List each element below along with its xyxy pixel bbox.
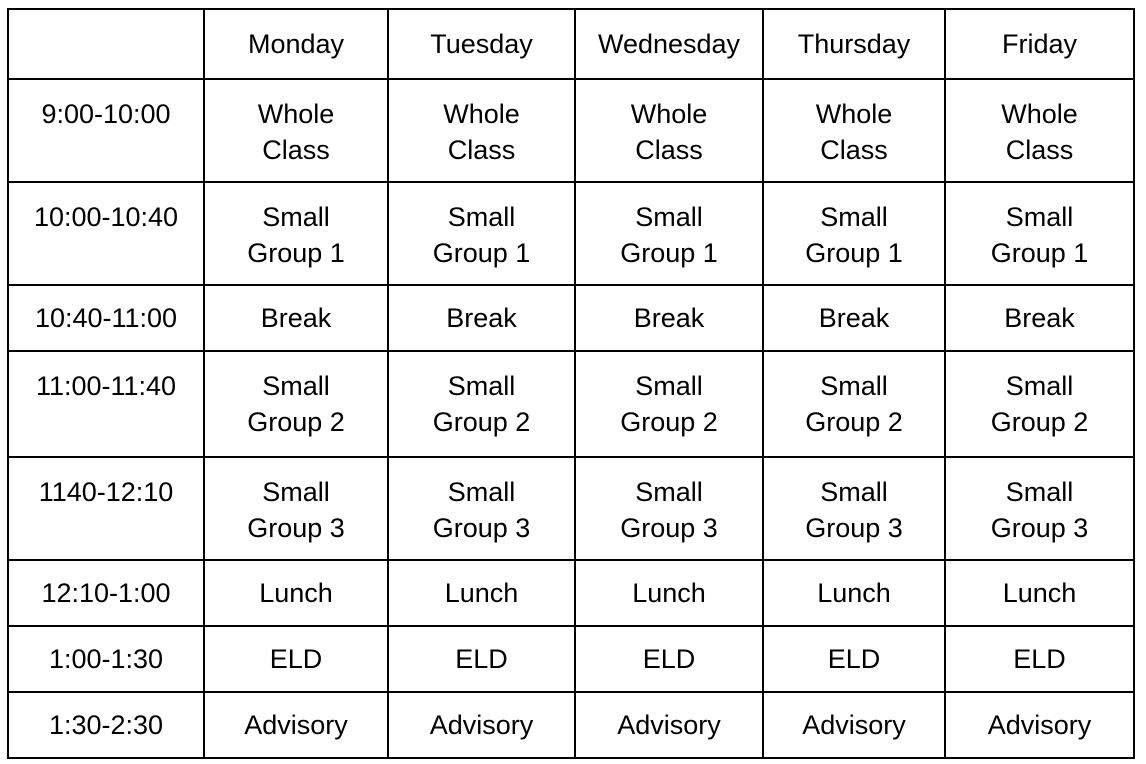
corner-cell bbox=[8, 9, 204, 79]
activity-cell bbox=[388, 692, 575, 758]
activity-label: Small Group 2 bbox=[432, 371, 531, 437]
activity-label: Small Group 3 bbox=[805, 477, 903, 543]
table-row bbox=[8, 285, 1134, 351]
activity-cell bbox=[945, 457, 1134, 560]
activity-label: Small Group 3 bbox=[990, 477, 1089, 543]
activity-cell bbox=[763, 457, 945, 560]
day-header-friday: Friday bbox=[945, 9, 1134, 79]
table-row bbox=[8, 457, 1134, 560]
activity-cell bbox=[575, 560, 763, 626]
activity-label: Lunch bbox=[632, 578, 706, 608]
activity-label: Small Group 1 bbox=[805, 202, 903, 268]
activity-cell bbox=[575, 182, 763, 285]
activity-cell bbox=[388, 626, 575, 692]
table-row bbox=[8, 182, 1134, 285]
activity-cell bbox=[945, 79, 1134, 182]
activity-label: Lunch bbox=[1002, 578, 1077, 608]
table-row bbox=[8, 626, 1134, 692]
activity-cell bbox=[763, 285, 945, 351]
activity-label: Lunch bbox=[444, 578, 519, 608]
activity-cell bbox=[945, 285, 1134, 351]
activity-cell bbox=[945, 626, 1134, 692]
activity-label: Break bbox=[260, 303, 332, 333]
activity-cell bbox=[945, 692, 1134, 758]
activity-cell bbox=[945, 560, 1134, 626]
activity-label: Break bbox=[446, 303, 517, 333]
day-header-tuesday: Tuesday bbox=[388, 9, 575, 79]
activity-cell bbox=[763, 626, 945, 692]
activity-label: Small Group 3 bbox=[432, 477, 531, 543]
activity-label: Whole Class bbox=[443, 99, 520, 165]
activity-cell bbox=[945, 351, 1134, 457]
table-row bbox=[8, 79, 1134, 182]
day-header-monday: Monday bbox=[204, 9, 388, 79]
time-cell: 1:00-1:30 bbox=[8, 626, 204, 692]
activity-label: Small Group 2 bbox=[620, 371, 718, 437]
activity-label: Whole Class bbox=[630, 99, 708, 165]
activity-cell bbox=[763, 79, 945, 182]
time-cell: 9:00-10:00 bbox=[8, 79, 204, 182]
table-row bbox=[8, 560, 1134, 626]
activity-label: Small Group 2 bbox=[990, 371, 1089, 437]
activity-cell bbox=[388, 79, 575, 182]
activity-cell bbox=[204, 182, 388, 285]
activity-label: Small Group 2 bbox=[805, 371, 903, 437]
day-header-wednesday: Wednesday bbox=[575, 9, 763, 79]
activity-label: Small Group 1 bbox=[990, 202, 1089, 268]
schedule-table bbox=[7, 8, 1135, 759]
activity-cell bbox=[204, 626, 388, 692]
activity-label: Break bbox=[633, 303, 705, 333]
activity-cell bbox=[204, 351, 388, 457]
activity-cell bbox=[388, 351, 575, 457]
activity-cell bbox=[204, 560, 388, 626]
activity-cell bbox=[204, 285, 388, 351]
activity-cell bbox=[575, 457, 763, 560]
activity-cell bbox=[575, 692, 763, 758]
time-cell: 10:40-11:00 bbox=[8, 285, 204, 351]
activity-label: Break bbox=[818, 303, 890, 333]
activity-cell bbox=[388, 457, 575, 560]
time-cell: 12:10-1:00 bbox=[8, 560, 204, 626]
activity-label: Break bbox=[1004, 303, 1075, 333]
activity-label: Advisory bbox=[429, 710, 534, 740]
activity-cell bbox=[575, 626, 763, 692]
activity-cell bbox=[575, 351, 763, 457]
activity-cell bbox=[763, 560, 945, 626]
activity-cell bbox=[575, 285, 763, 351]
header-row bbox=[8, 9, 1134, 79]
table-row bbox=[8, 692, 1134, 758]
activity-label: Small Group 2 bbox=[247, 371, 345, 437]
activity-label: Small Group 3 bbox=[620, 477, 718, 543]
activity-label: Whole Class bbox=[257, 99, 335, 165]
time-cell: 1:30-2:30 bbox=[8, 692, 204, 758]
activity-label: Whole Class bbox=[815, 99, 893, 165]
activity-label: Small Group 1 bbox=[247, 202, 345, 268]
activity-cell bbox=[388, 182, 575, 285]
activity-label: ELD bbox=[642, 644, 696, 674]
activity-label: ELD bbox=[269, 644, 323, 674]
activity-label: Advisory bbox=[244, 710, 348, 740]
activity-label: Advisory bbox=[987, 710, 1092, 740]
activity-label: Whole Class bbox=[1001, 99, 1078, 165]
activity-label: Advisory bbox=[802, 710, 906, 740]
activity-cell bbox=[763, 692, 945, 758]
activity-label: Lunch bbox=[259, 578, 333, 608]
activity-cell bbox=[204, 457, 388, 560]
activity-label: Small Group 3 bbox=[247, 477, 345, 543]
activity-cell bbox=[204, 692, 388, 758]
time-cell: 1140-12:10 bbox=[8, 457, 204, 560]
activity-label: ELD bbox=[1013, 644, 1066, 674]
activity-cell bbox=[945, 182, 1134, 285]
activity-cell bbox=[763, 351, 945, 457]
activity-cell bbox=[575, 79, 763, 182]
table-row bbox=[8, 351, 1134, 457]
time-cell: 10:00-10:40 bbox=[8, 182, 204, 285]
activity-cell bbox=[204, 79, 388, 182]
activity-cell bbox=[388, 285, 575, 351]
day-header-thursday: Thursday bbox=[763, 9, 945, 79]
activity-label: Small Group 1 bbox=[432, 202, 531, 268]
activity-label: Lunch bbox=[817, 578, 891, 608]
activity-label: Small Group 1 bbox=[620, 202, 718, 268]
activity-label: ELD bbox=[827, 644, 881, 674]
activity-cell bbox=[388, 560, 575, 626]
activity-label: Advisory bbox=[617, 710, 721, 740]
time-cell: 11:00-11:40 bbox=[8, 351, 204, 457]
activity-cell bbox=[763, 182, 945, 285]
activity-label: ELD bbox=[455, 644, 508, 674]
